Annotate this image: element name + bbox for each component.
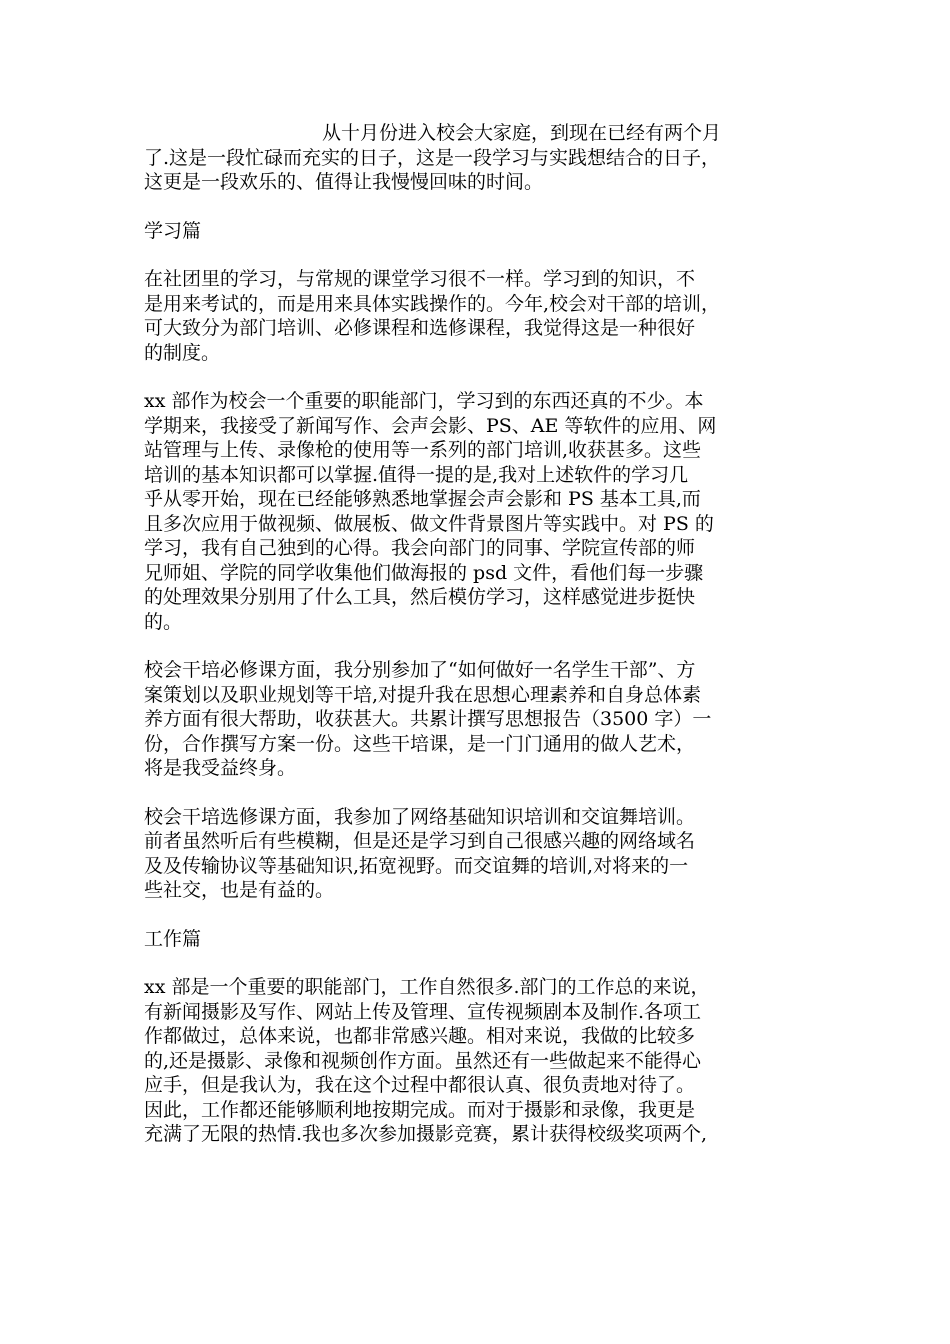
text-line: 是用来考试的，而是用来具体实践操作的。今年,校会对干部的培训， <box>144 292 721 315</box>
text-line: 有新闻摄影及写作、网站上传及管理、宣传视频剧本及制作.各项工 <box>144 1000 702 1023</box>
study-paragraph-1 <box>144 267 816 365</box>
text-line: 乎从零开始，现在已经能够熟悉地掌握会声会影和 PS 基本工具,而 <box>144 488 701 510</box>
text-line: xx 部作为校会一个重要的职能部门，学习到的东西还真的不少。本 <box>144 390 704 412</box>
text-line: 因此，工作都还能够顺利地按期完成。而对于摄影和录像，我更是 <box>144 1098 696 1121</box>
text-line: 可大致分为部门培训、必修课程和选修课程，我觉得这是一种很好 <box>144 317 696 339</box>
text-line: 兄师姐、学院的同学收集他们做海报的 psd 文件，看他们每一步骤 <box>144 561 704 584</box>
text-line: 学期来，我接受了新闻写作、会声会影、PS、AE 等软件的应用、网 <box>144 414 717 437</box>
text-line: 应手，但是我认为，我在这个过程中都很认真、很负责地对待了。 <box>144 1074 696 1096</box>
text-line: 这更是一段欢乐的、值得让我慢慢回味的时间。 <box>144 171 544 193</box>
text-line: 校会干培选修课方面，我参加了网络基础知识培训和交谊舞培训。 <box>144 805 696 828</box>
text-line: 及及传输协议等基础知识,拓宽视野。而交谊舞的培训,对将来的一 <box>144 854 689 877</box>
text-line: xx 部是一个重要的职能部门，工作自然很多.部门的工作总的来说， <box>144 976 710 998</box>
text-line: 的处理效果分别用了什么工具，然后模仿学习，这样感觉进步挺快 <box>144 586 696 608</box>
section-heading-work: 工作篇 <box>144 927 202 950</box>
text-line: 校会干培必修课方面，我分别参加了“如何做好一名学生干部”、方 <box>144 659 696 681</box>
study-paragraph-4 <box>144 805 816 903</box>
text-line: 学习，我有自己独到的心得。我会向部门的同事、学院宣传部的师 <box>144 537 696 559</box>
text-line: 作都做过，总体来说，也都非常感兴趣。相对来说，我做的比较多 <box>144 1025 696 1047</box>
text-line: 且多次应用于做视频、做展板、做文件背景图片等实践中。对 PS 的 <box>144 512 714 535</box>
intro-paragraph <box>144 121 816 195</box>
document-body <box>144 121 816 1171</box>
text-line: 份，合作撰写方案一份。这些干培课，是一门门通用的做人艺术， <box>144 732 696 755</box>
work-paragraph-1 <box>144 975 816 1147</box>
text-line: 充满了无限的热情.我也多次参加摄影竞赛，累计获得校级奖项两个, <box>144 1123 708 1145</box>
text-line: 的,还是摄影、录像和视频创作方面。虽然还有一些做起来不能得心 <box>144 1049 702 1072</box>
text-line: 案策划以及职业规划等干培,对提升我在思想心理素养和自身总体素 <box>144 683 702 706</box>
text-line: 站管理与上传、录像枪的使用等一系列的部门培训,收获甚多。这些 <box>144 439 702 461</box>
text-line: 的制度。 <box>144 341 221 364</box>
text-line: 从十月份进入校会大家庭，到现在已经有两个月 <box>322 122 722 144</box>
text-line: 养方面有很大帮助，收获甚大。共累计撰写思想报告（3500 字）一 <box>144 708 712 730</box>
text-line: 培训的基本知识都可以掌握.值得一提的是,我对上述软件的学习几 <box>144 463 689 486</box>
study-paragraph-2 <box>144 389 816 634</box>
section-heading-study: 学习篇 <box>144 219 202 242</box>
text-line: 了.这是一段忙碌而充实的日子，这是一段学习与实践想结合的日子， <box>144 146 721 169</box>
text-line: 些社交，也是有益的。 <box>144 879 335 901</box>
text-line: 在社团里的学习，与常规的课堂学习很不一样。学习到的知识，不 <box>144 268 696 290</box>
study-paragraph-3 <box>144 658 816 781</box>
text-line: 将是我受益终身。 <box>144 757 297 779</box>
text-line: 的。 <box>144 610 183 633</box>
text-line: 前者虽然听后有些模糊，但是还是学习到自己很感兴趣的网络域名 <box>144 830 696 852</box>
